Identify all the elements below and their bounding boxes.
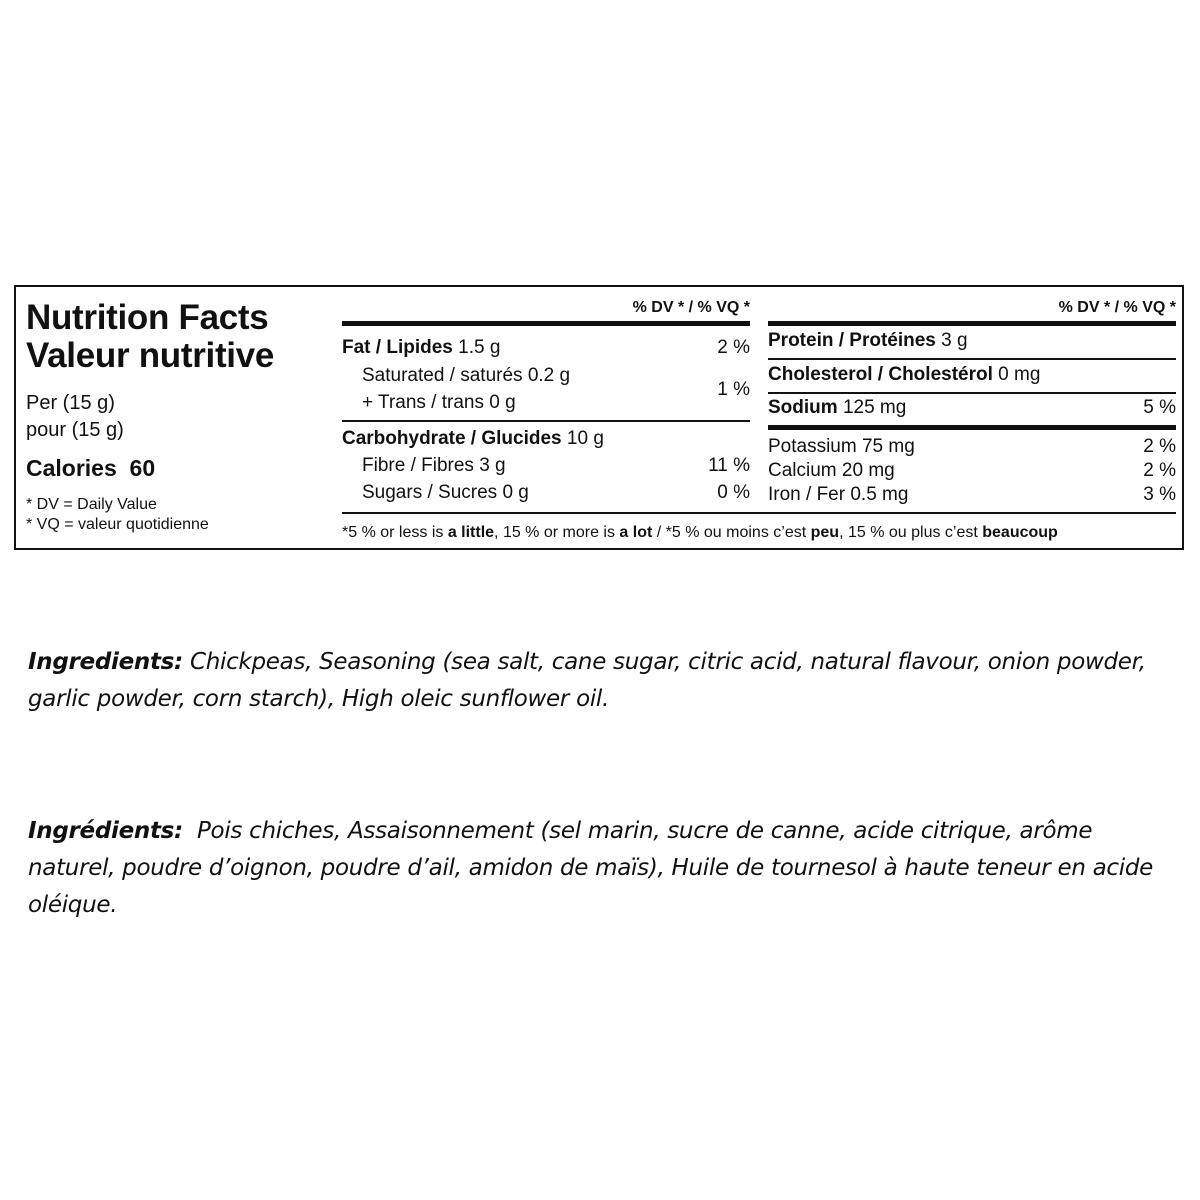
footer-bold-peu: peu <box>810 524 840 541</box>
trans-row: + Trans / trans 0 g <box>362 392 516 413</box>
fat-label: Fat / Lipides <box>342 337 453 358</box>
dv-footnote: * DV = Daily Value <box>26 496 157 513</box>
ingredients-french <box>28 813 1178 924</box>
footer-bold-beaucoup: beaucoup <box>982 524 1058 541</box>
carbohydrate-label: Carbohydrate / Glucides <box>342 428 562 449</box>
ingredients-french-text: Pois chiches, Assaisonnement (sel marin, sucre de canne, acide citrique, arôme naturel, poudre d’oignon, poudre d’ail, amidon de maïs), Huile de tournesol à haute teneur en acide oléique. <box>28 818 1161 918</box>
sodium-amount: 125 mg <box>842 397 907 418</box>
footer-part-4: , 15 % ou plus c’est <box>839 524 983 541</box>
rule-middle-1 <box>342 420 750 422</box>
title-english: Nutrition Facts <box>26 298 269 337</box>
footer-part-2: , 15 % or more is <box>494 524 620 541</box>
cholesterol-amount: 0 mg <box>998 364 1041 385</box>
footer-part-3: / *5 % ou moins c’est <box>652 524 811 541</box>
sodium-label: Sodium <box>768 397 838 418</box>
protein-row <box>768 330 968 352</box>
footer-note <box>342 524 1058 542</box>
calcium-dv: 2 % <box>1143 460 1176 481</box>
calories-label: Calories <box>26 455 117 481</box>
saturated-row: Saturated / saturés 0.2 g <box>362 365 571 386</box>
iron-dv: 3 % <box>1143 484 1176 505</box>
serving-size-french: pour (15 g) <box>26 419 124 441</box>
sodium-dv: 5 % <box>1143 397 1176 418</box>
fibre-row: Fibre / Fibres 3 g <box>362 455 506 476</box>
calories-row <box>26 455 155 482</box>
fat-amount: 1.5 g <box>458 337 501 358</box>
dv-header-right: % DV * / % VQ * <box>1058 299 1176 316</box>
footer-part-1: *5 % or less is <box>342 524 448 541</box>
ingredients-french-label: Ingrédients: <box>28 818 183 844</box>
ingredients-english-label: Ingredients: <box>28 649 183 675</box>
serving-size-english: Per (15 g) <box>26 392 115 414</box>
sugars-row: Sugars / Sucres 0 g <box>362 482 529 503</box>
potassium-row: Potassium 75 mg <box>768 436 915 457</box>
thick-rule-middle <box>342 321 750 326</box>
title-french: Valeur nutritive <box>26 336 275 375</box>
potassium-dv: 2 % <box>1143 436 1176 457</box>
ingredients-english <box>28 644 1178 718</box>
iron-row: Iron / Fer 0.5 mg <box>768 484 909 505</box>
sugars-dv: 0 % <box>717 482 750 503</box>
dv-header-middle: % DV * / % VQ * <box>632 299 750 316</box>
protein-amount: 3 g <box>941 330 968 351</box>
footer-bold-a-little: a little <box>447 524 495 541</box>
footer-rule <box>342 512 1176 514</box>
thick-rule-right-2 <box>768 425 1176 430</box>
carbohydrate-row <box>342 428 604 450</box>
fibre-dv: 11 % <box>708 455 750 476</box>
rule-right-1 <box>768 358 1176 360</box>
saturated-trans-dv: 1 % <box>717 379 750 400</box>
rule-right-2 <box>768 392 1176 394</box>
calories-value: 60 <box>129 455 156 481</box>
sodium-row <box>768 397 906 419</box>
fat-row <box>342 337 500 359</box>
cholesterol-label: Cholesterol / Cholestérol <box>768 364 993 385</box>
cholesterol-row <box>768 364 1040 386</box>
fat-dv: 2 % <box>717 337 750 358</box>
ingredients-english-text: Chickpeas, Seasoning (sea salt, cane sugar, citric acid, natural flavour, onion powder, garlic powder, corn starch), High oleic sunflower oil. <box>28 649 1146 712</box>
protein-label: Protein / Protéines <box>768 330 936 351</box>
vq-footnote: * VQ = valeur quotidienne <box>26 516 209 533</box>
carbohydrate-amount: 10 g <box>566 428 604 449</box>
thick-rule-right <box>768 321 1176 326</box>
footer-bold-a-lot: a lot <box>619 524 653 541</box>
nutrition-facts-panel <box>14 285 1184 550</box>
calcium-row: Calcium 20 mg <box>768 460 895 481</box>
